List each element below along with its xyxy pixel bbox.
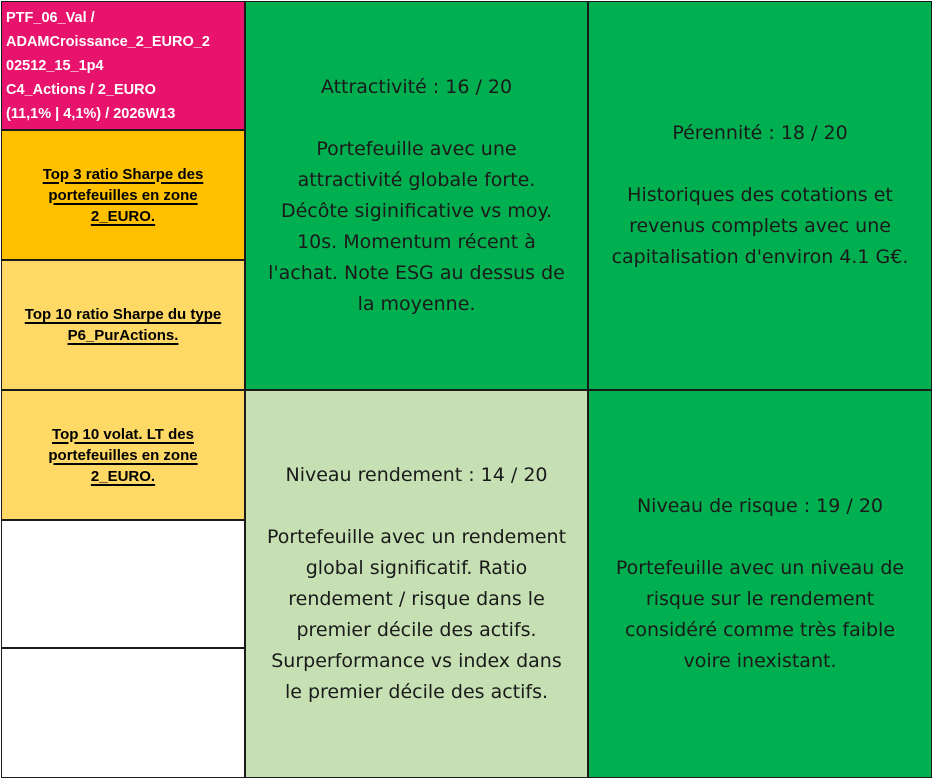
score-description: Portefeuille avec une attractivité globale forte. Décôte siginificative vs moy. 10s. Momentum récent à l'achat. Note ESG au dessus de la moyenne. [268, 137, 565, 315]
score-description: Portefeuille avec un niveau de risque sur le rendement considéré comme très faible voire inexistant. [615, 557, 905, 672]
score-perennite [588, 1, 932, 390]
score-title: Niveau rendement : 14 / 20 [285, 464, 548, 486]
badge-label: Top 3 ratio Sharpe des portefeuilles en zone 2_EURO. [42, 165, 204, 225]
empty-cell [1, 520, 245, 648]
score-title: Niveau de risque : 19 / 20 [636, 495, 884, 517]
badge-sharpe-zone [1, 130, 245, 260]
score-rendement [245, 390, 588, 778]
badge-sharpe-type [1, 260, 245, 390]
score-description: Historiques des cotations et revenus complets avec une capitalisation d'environ 4.1 G€. [611, 184, 909, 268]
portfolio-header-line: PTF_06_Val / [6, 9, 95, 26]
badge-volatility-zone [1, 390, 245, 520]
empty-cell [1, 648, 245, 778]
portfolio-header-line: (11,1% | 4,1%) / 2026W13 [6, 105, 176, 122]
score-title: Pérennité : 18 / 20 [672, 122, 848, 144]
portfolio-header [1, 1, 245, 130]
score-attractivite [245, 1, 588, 390]
portfolio-header-line: 02512_15_1p4 [6, 57, 104, 74]
badge-label: Top 10 volat. LT des portefeuilles en zone 2_EURO. [48, 425, 198, 485]
score-risque [588, 390, 932, 778]
score-description: Portefeuille avec un rendement global significatif. Ratio rendement / risque dans le premier décile des actifs. Surperformance vs index dans le premier décile des actifs. [266, 526, 567, 703]
portfolio-header-line: C4_Actions / 2_EURO [6, 81, 156, 98]
score-title: Attractivité : 16 / 20 [320, 75, 513, 98]
badge-label: Top 10 ratio Sharpe du type P6_PurActions. [24, 306, 222, 344]
portfolio-header-line: ADAMCroissance_2_EURO_2 [6, 33, 210, 50]
